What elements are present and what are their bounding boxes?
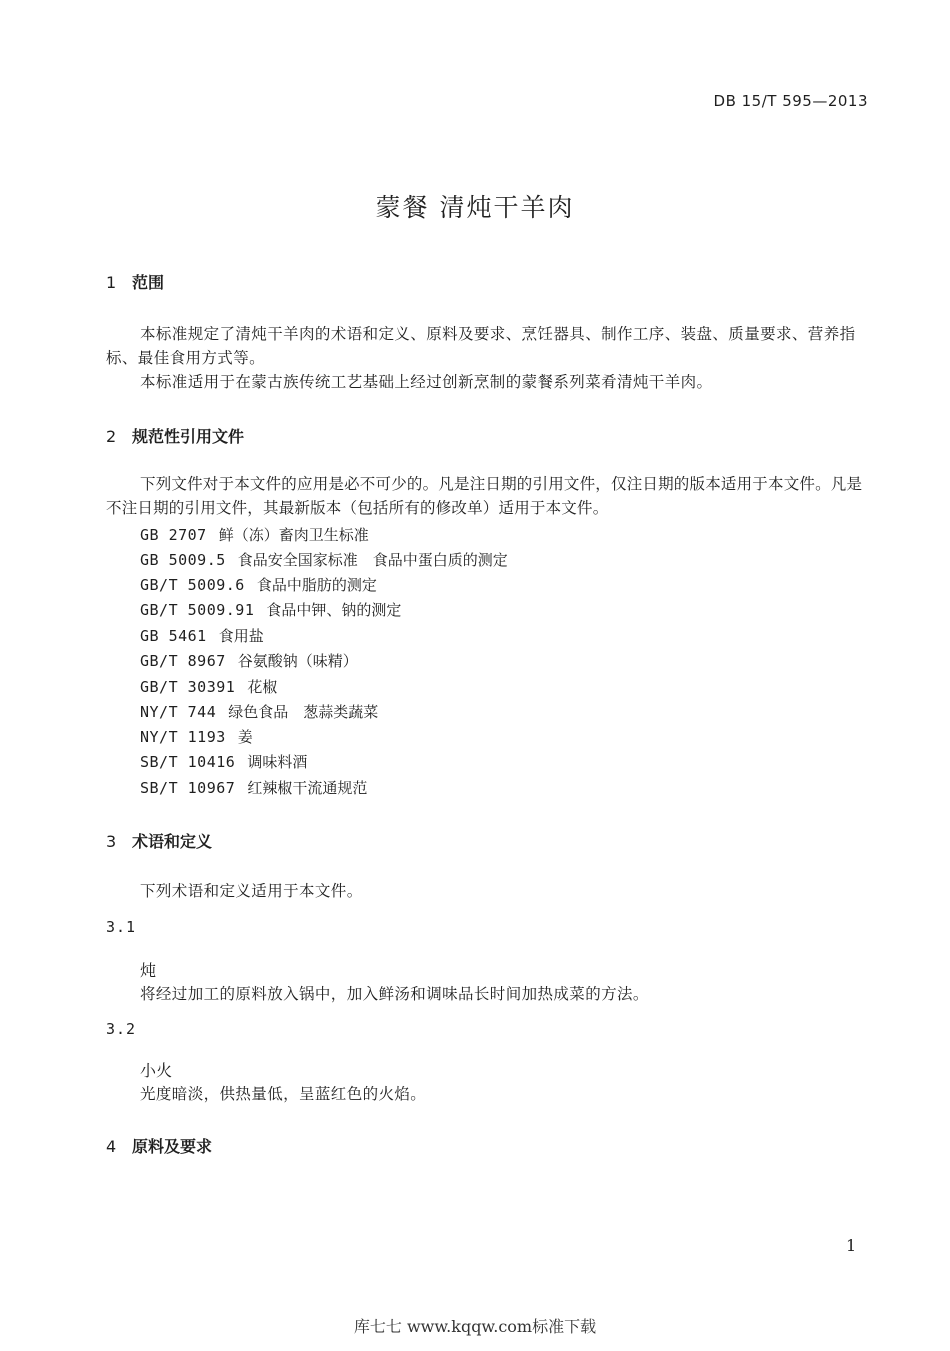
term-number: 3.2 — [106, 1020, 137, 1038]
section-number: 4 — [106, 1137, 117, 1156]
scope-paragraph-1: 本标准规定了清炖干羊肉的术语和定义、原料及要求、烹饪器具、制作工序、装盘、质量要求、营养指标、最佳食用方式等。 — [106, 325, 856, 367]
term-name: 炖 — [140, 961, 157, 980]
section-title: 规范性引用文件 — [132, 427, 245, 446]
section-title: 范围 — [132, 273, 165, 292]
footer-watermark: 库七七 www.kqqw.com标准下载 — [353, 1317, 597, 1336]
term-name: 小火 — [140, 1061, 173, 1080]
section-4-heading — [106, 1134, 212, 1157]
reference-name: 鲜（冻）畜肉卫生标准 — [218, 526, 369, 544]
page-number: 1 — [846, 1236, 857, 1255]
reference-name: 食用盐 — [218, 627, 264, 645]
reference-name: 食品中钾、钠的测定 — [266, 601, 402, 619]
term-definition: 将经过加工的原料放入锅中，加入鲜汤和调味品长时间加热成菜的方法。 — [140, 985, 649, 1003]
reference-code: NY/T 744 — [140, 703, 217, 721]
reference-item — [140, 701, 378, 722]
reference-name: 谷氨酸钠（味精） — [237, 652, 358, 670]
reference-code: GB/T 5009.91 — [140, 601, 255, 619]
reference-item — [140, 524, 369, 545]
reference-item — [140, 751, 307, 772]
term-definition: 光度暗淡，供热量低，呈蓝红色的火焰。 — [140, 1085, 427, 1103]
reference-code: GB 5009.5 — [140, 551, 226, 569]
reference-code: GB/T 8967 — [140, 652, 226, 670]
document-code: DB 15/T 595—2013 — [713, 92, 868, 110]
reference-code: GB 2707 — [140, 526, 207, 544]
reference-code: GB/T 5009.6 — [140, 576, 245, 594]
reference-name: 红辣椒干流通规范 — [247, 779, 368, 797]
terms-intro: 下列术语和定义适用于本文件。 — [140, 882, 363, 900]
reference-code: NY/T 1193 — [140, 728, 226, 746]
reference-name: 食品中脂肪的测定 — [256, 576, 377, 594]
reference-code: SB/T 10416 — [140, 753, 236, 771]
term-number: 3.1 — [106, 918, 137, 936]
reference-item — [140, 676, 277, 697]
reference-item — [140, 726, 253, 747]
section-1-heading — [106, 270, 164, 293]
reference-item — [140, 777, 367, 798]
section-number: 1 — [106, 273, 117, 292]
reference-code: GB 5461 — [140, 627, 207, 645]
references-intro: 下列文件对于本文件的应用是必不可少的。凡是注日期的引用文件，仅注日期的版本适用于本文件。凡是不注日期的引用文件，其最新版本（包括所有的修改单）适用于本文件。 — [106, 475, 863, 517]
scope-paragraph-2: 本标准适用于在蒙古族传统工艺基础上经过创新烹制的蒙餐系列菜肴清炖干羊肉。 — [140, 373, 713, 391]
section-number: 2 — [106, 427, 117, 446]
section-title: 原料及要求 — [132, 1137, 213, 1156]
reference-item — [140, 599, 401, 620]
reference-name: 食品安全国家标准 食品中蛋白质的测定 — [237, 551, 508, 569]
document-title: 蒙餐 清炖干羊肉 — [375, 193, 575, 222]
reference-code: GB/T 30391 — [140, 678, 236, 696]
section-number: 3 — [106, 832, 117, 851]
section-3-heading — [106, 829, 212, 852]
reference-name: 调味料酒 — [247, 753, 308, 771]
reference-name: 姜 — [237, 728, 253, 746]
reference-name: 花椒 — [247, 678, 278, 696]
section-2-heading — [106, 424, 244, 447]
reference-item — [140, 625, 264, 646]
reference-item — [140, 650, 358, 671]
section-title: 术语和定义 — [132, 832, 213, 851]
reference-code: SB/T 10967 — [140, 779, 236, 797]
reference-item — [140, 549, 508, 570]
reference-item — [140, 574, 377, 595]
reference-name: 绿色食品 葱蒜类蔬菜 — [228, 703, 379, 721]
